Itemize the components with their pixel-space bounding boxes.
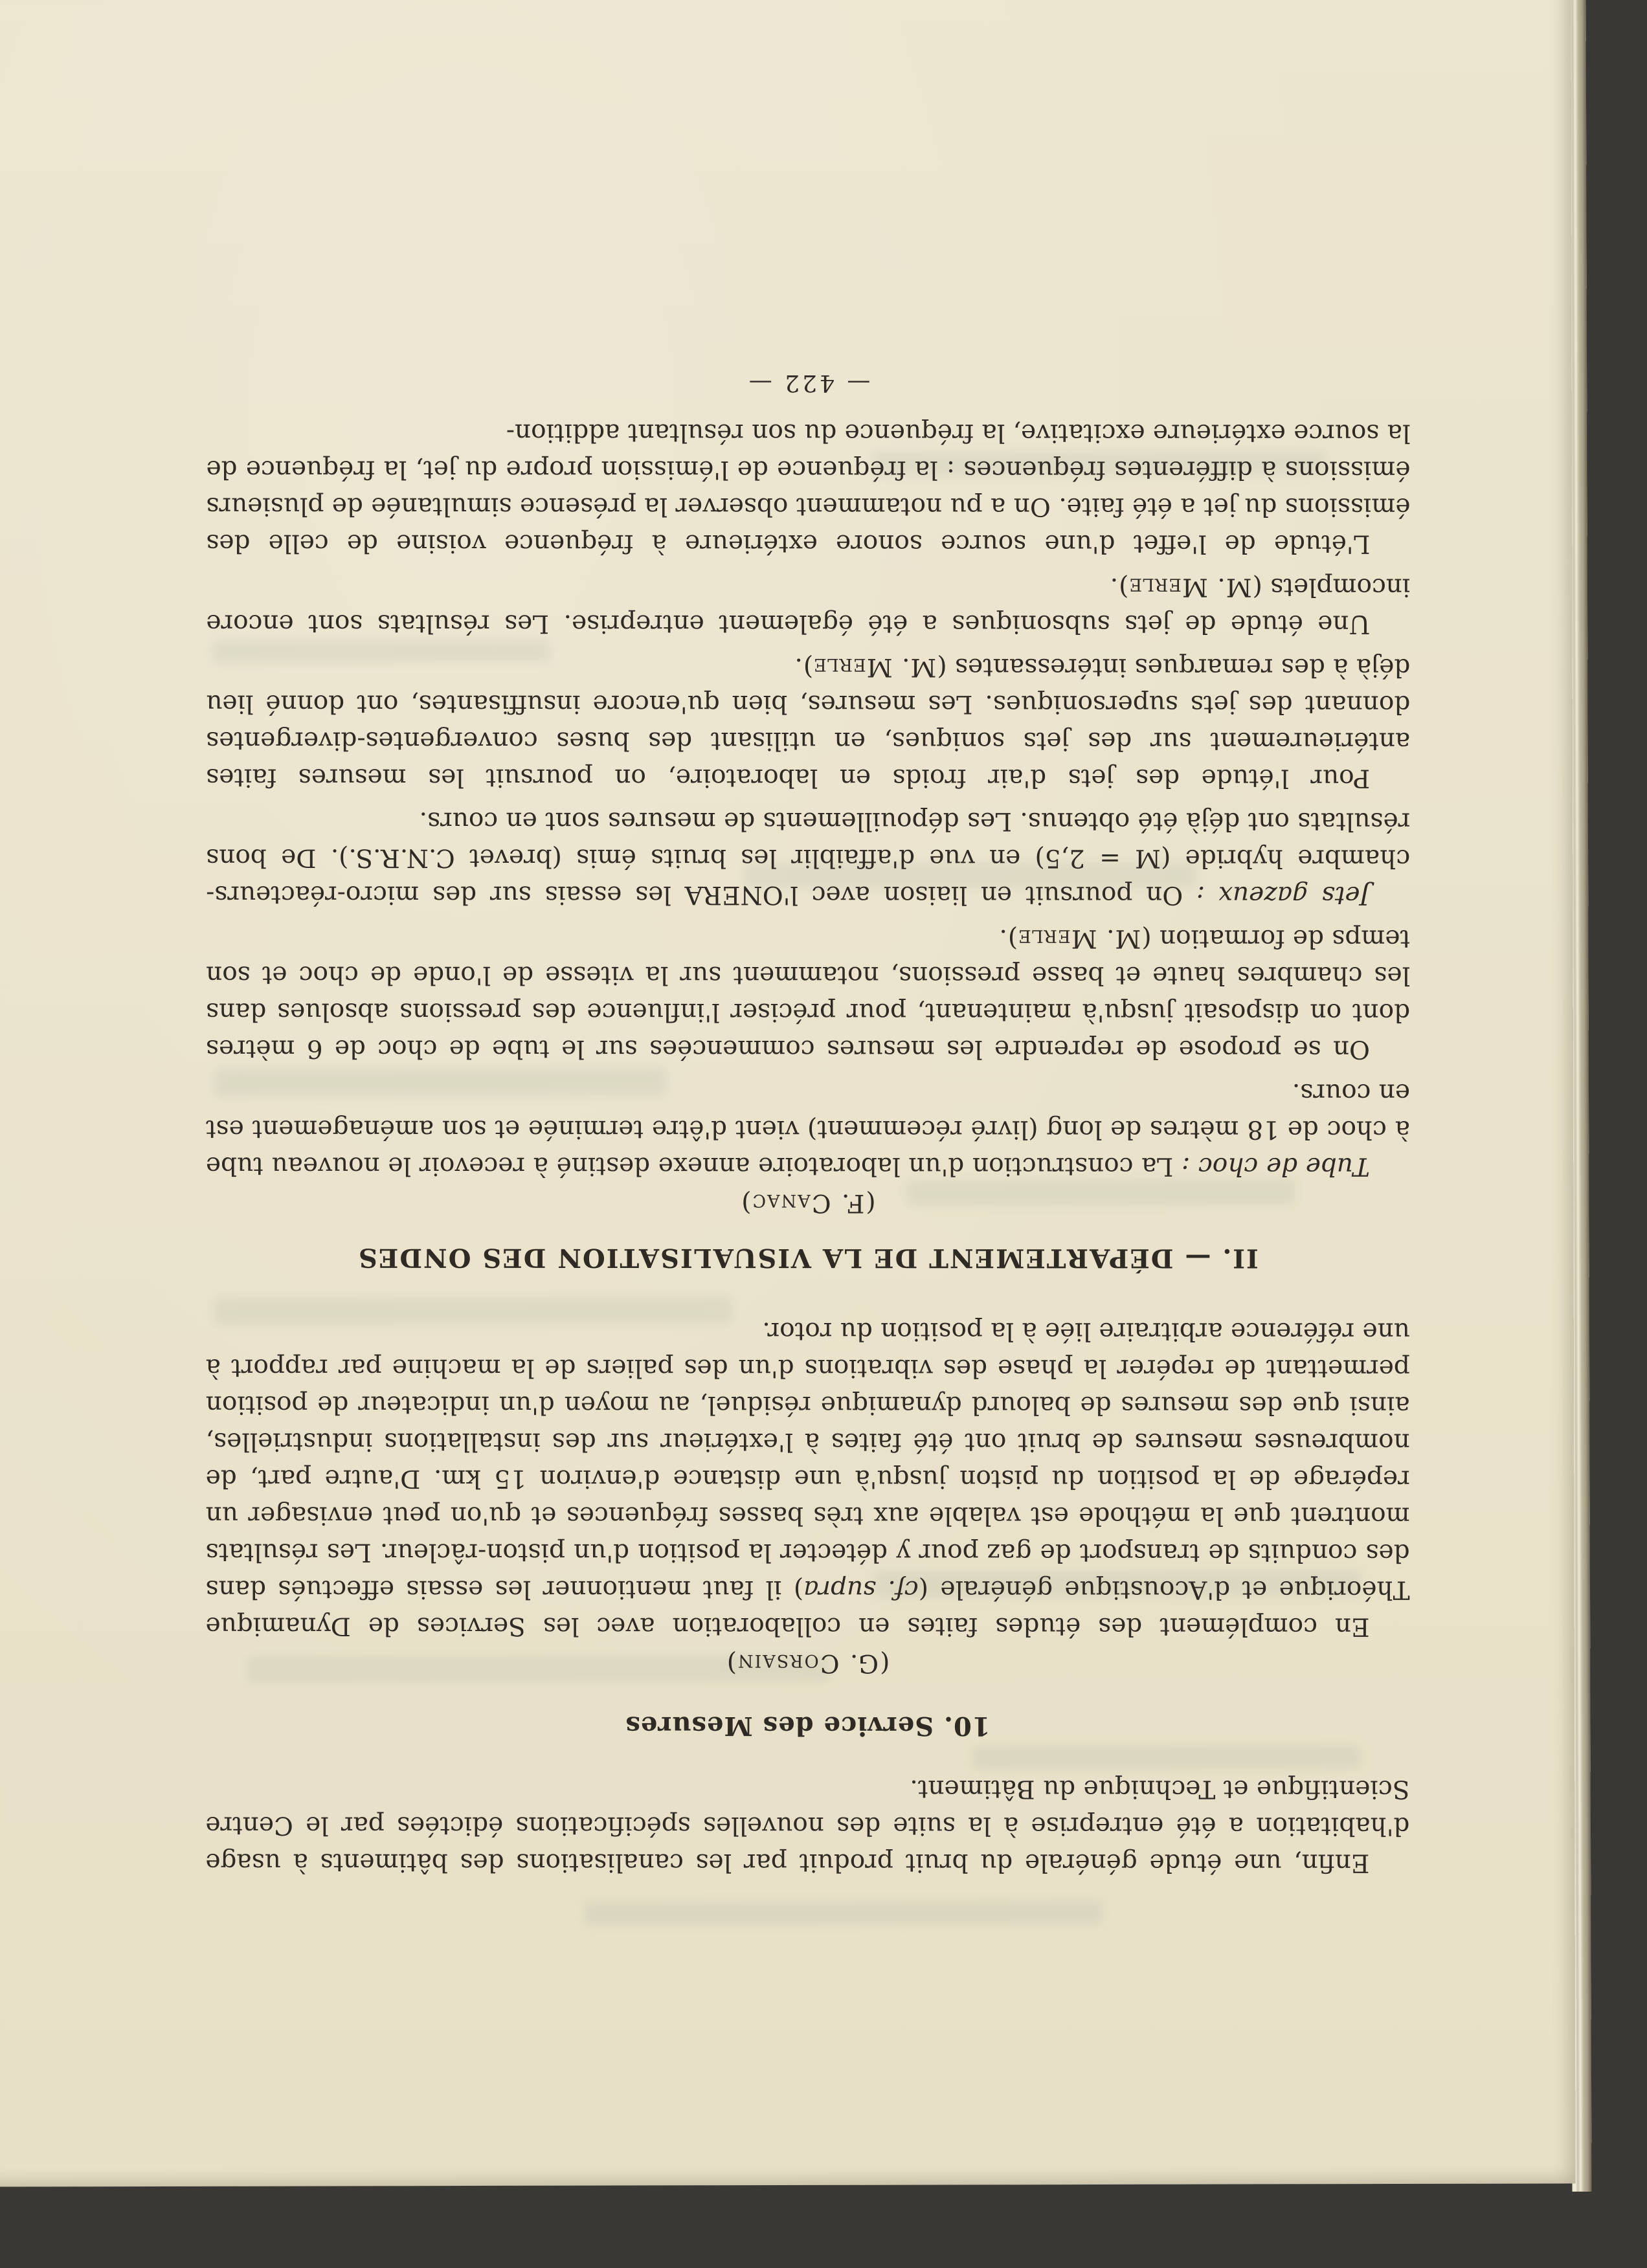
author-canac: (F. Canac)	[740, 1188, 876, 1218]
italic-lead-jets-gazeux: Jets gazeux :	[1196, 880, 1371, 910]
paragraph-en-complement	[206, 1313, 1410, 1645]
paragraph-text: .	[794, 652, 803, 682]
paragraph-text: En complément des études faites en collaboration avec les Services de Dynamique Théorique et d'Acoustique générale (	[205, 1575, 1410, 1641]
attribution-merle: (M. Merle)	[1118, 572, 1262, 602]
attribution-merle: (M. Merle)	[1007, 924, 1152, 953]
page-number: — 422 —	[746, 369, 871, 397]
text-column	[205, 364, 1410, 2186]
paragraph-text: Pour l'étude des jets d'air froids en laboratoire, on poursuit les mesures faites antérieurement sur des jets soniques, en utilisant des buses convergentes-divergentes donnant des jets supersoniques. Les mesures, bien qu'encore insuffisantes, ont donné lieu déjà à des remarques intéressantes	[206, 652, 1411, 793]
paragraph-jets-froids	[206, 649, 1410, 797]
paragraph-text: Une étude de jets subsoniques a été également entreprise. Les résultats sont encore incomplets	[206, 572, 1411, 639]
attribution-merle: (M. Merle)	[802, 652, 947, 682]
paragraph-source-sonore: L'étude de l'effet d'une source sonore extérieure à fréquence voisine de celle des émissions du jet a été faite. On a pu notamment observer la présence simultanée de plusieurs émissions à différentes fréquences : la fréquence de l'émission propre du jet, la fréquence de la source extérieure excitative, la fréquence du son résultant addition-	[206, 417, 1411, 559]
italic-lead-tube-de-choc: Tube de choc :	[1182, 1151, 1370, 1181]
paragraph-text: .	[1110, 572, 1119, 602]
paragraph-enfin: Enfin, une étude générale du bruit produit par les canalisations des bâtiments à usage d'habitation a été entreprise à la suite des nouvelles spécifications édictées par le Centre Scientifique et Technique du Bâtiment.	[205, 1774, 1410, 1878]
paragraph-text: La construction d'un laboratoire annexe destiné à recevoir le nouveau tube à choc de 18 mètres de long (livré récemment) vient d'être terminée et son aménagement est en cours.	[205, 1078, 1411, 1181]
paragraph-jets-gazeux	[206, 803, 1410, 914]
paragraph-text: .	[999, 924, 1007, 953]
paragraph-jets-subsoniques	[206, 568, 1410, 643]
section-heading-departement-visualisation: II. — DÉPARTEMENT DE LA VISUALISATION DES ONDES	[357, 1242, 1259, 1274]
italic-cf-supra: cf. supra	[803, 1575, 919, 1605]
author-corsain: (G. Corsain)	[725, 1648, 890, 1678]
paragraph-tube-de-choc	[206, 1074, 1410, 1185]
paragraph-text: On se propose de reprendre les mesures commencées sur le tube de choc de 6 mètres dont on disposait jusqu'à maintenant, pour préciser l'influence des pressions absolues dans les chambres haute et basse pressions, notamment sur la vitesse de l'onde de choc et son temps de formation	[206, 924, 1411, 1064]
paragraph-text: ) il faut mentionner les essais effectués dans des conduits de transport de gaz pour y détecter la position d'un piston-râcleur. Les résultats montrent que la méthode est valable aux très basses fréquences et qu'on peut envisager un repérage de la position du piston jusqu'à une distance d'environ 15 km. D'autre part, de nombreuses mesures de bruit ont été faites à l'extérieur sur des installations industrielles, ainsi que des mesures de balourd dynamique résiduel, au moyen d'un indicateur de position permettant de repérer la phase des vibrations d'un des paliers de la machine par rapport à une référence arbitraire liée à la position du rotor.	[205, 1316, 1410, 1605]
paragraph-on-se-propose	[206, 920, 1410, 1068]
section-heading-service-des-mesures: 10. Service des Mesures	[625, 1710, 991, 1742]
paragraph-text: On poursuit en liaison avec l'ONERA les essais sur des micro-réacteurs-chambre hybride (M = 2,5) en vue d'affaiblir les bruits émis (brevet C.N.R.S.). De bons résultats ont déjà été obtenus. Les dépouillements de mesures sont en cours.	[206, 806, 1411, 910]
